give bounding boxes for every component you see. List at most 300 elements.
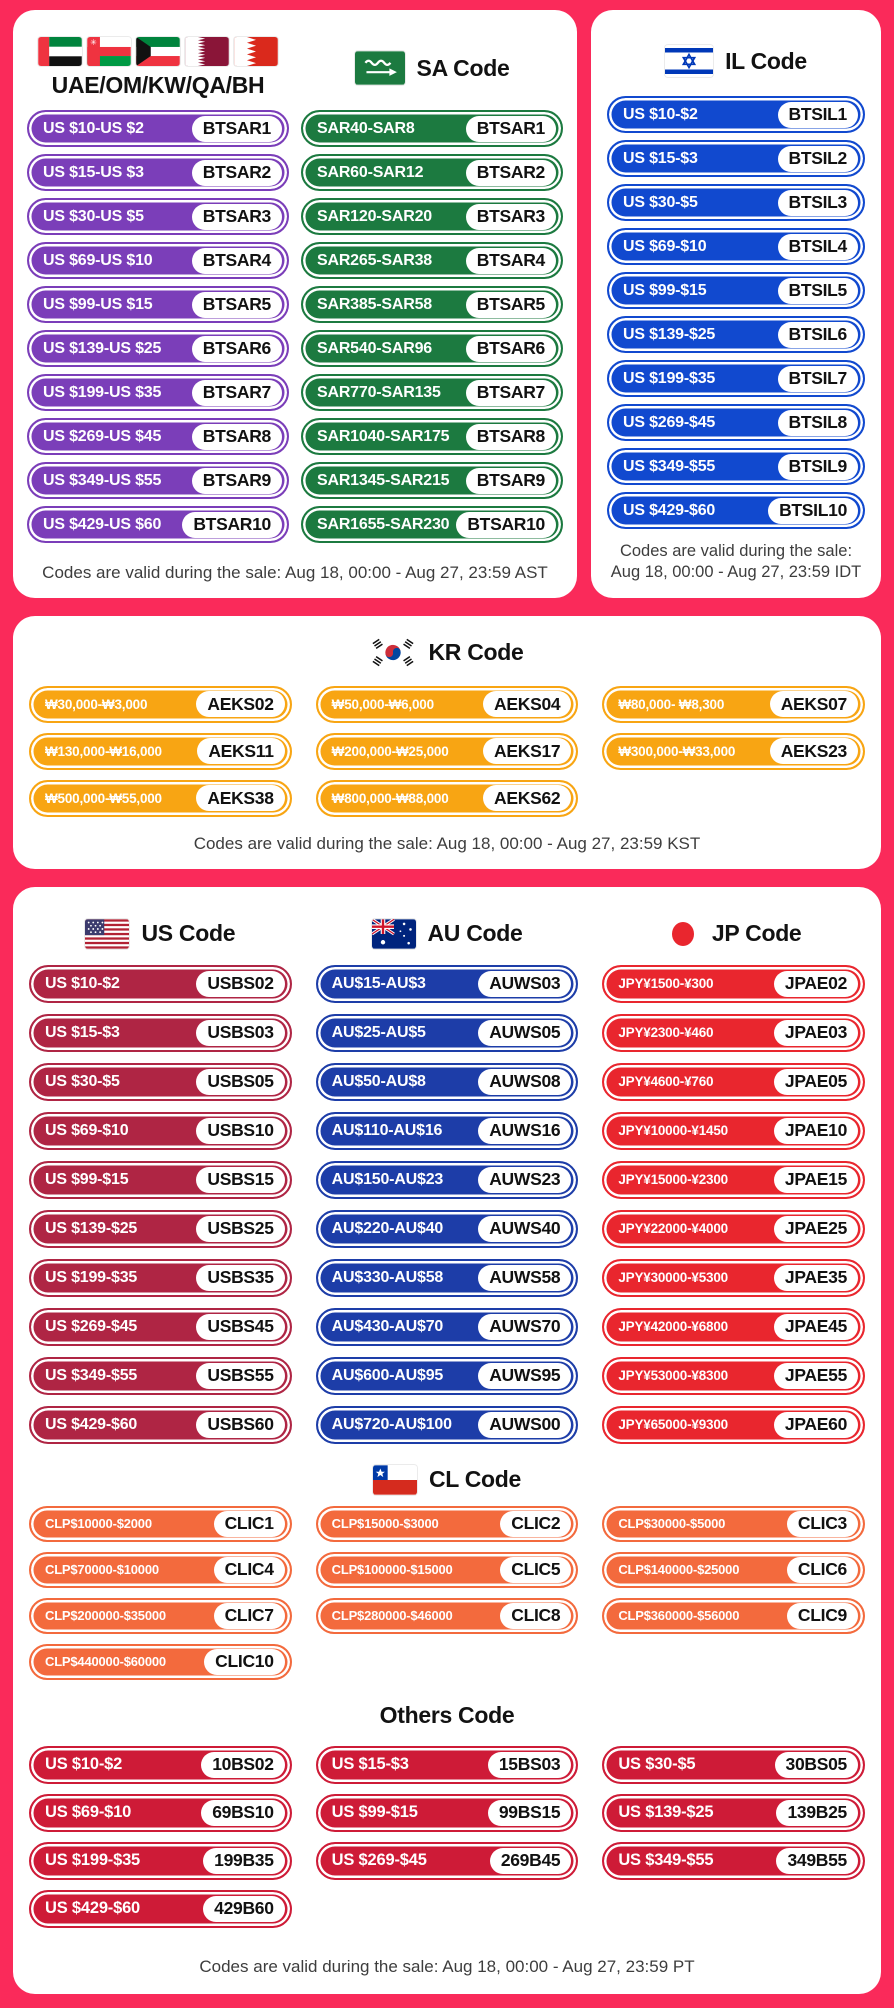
us-column [29, 903, 292, 1444]
coupon-pill[interactable] [27, 286, 289, 323]
coupon-pill[interactable] [602, 1308, 865, 1346]
coupon-pill[interactable] [607, 492, 865, 529]
coupon-range: AU$25-AU$5 [331, 1023, 426, 1041]
coupon-pill[interactable] [602, 1063, 865, 1101]
coupon-range: CLP$70000-$10000 [45, 1562, 159, 1578]
coupon-range: JPY¥2300-¥460 [618, 1025, 714, 1041]
coupon-code: 69BS10 [201, 1800, 284, 1826]
uae-flag-icon [38, 37, 82, 66]
coupon-range: ₩500,000-₩55,000 [45, 790, 162, 806]
jp-flag-icon [666, 919, 700, 949]
oman-flag-icon [87, 37, 131, 66]
coupon-code: CLIC5 [500, 1557, 571, 1583]
coupon-range: US $349-$55 [623, 457, 716, 475]
coupon-range: US $69-$10 [45, 1803, 132, 1822]
coupon-range: US $99-$15 [623, 281, 707, 299]
coupon-code: 15BS03 [488, 1752, 571, 1778]
coupon-pill[interactable] [607, 448, 865, 485]
coupon-code: AUWS23 [478, 1167, 571, 1193]
coupon-pill[interactable] [316, 1357, 579, 1395]
gulf-column [27, 26, 289, 550]
coupon-code: AUWS08 [478, 1069, 571, 1095]
coupon-range: US $10-$2 [45, 1755, 123, 1774]
coupon-pill[interactable] [316, 1406, 579, 1444]
coupon-code: 30BS05 [775, 1752, 858, 1778]
coupon-pill[interactable] [607, 272, 865, 309]
coupon-pill[interactable] [602, 1210, 865, 1248]
coupon-code: 349B55 [776, 1848, 858, 1874]
coupon-code: 199B35 [203, 1848, 285, 1874]
coupon-range: US $99-$15 [331, 1803, 418, 1822]
us-title: US Code [141, 920, 236, 947]
il-validity-line1: Codes are valid during the sale: [619, 542, 853, 560]
coupon-pill[interactable] [316, 1746, 579, 1784]
il-coupon-list [607, 96, 865, 529]
coupon-pill[interactable] [29, 1014, 292, 1052]
coupon-pill[interactable] [27, 110, 289, 147]
coupon-code: BTSAR4 [192, 248, 282, 274]
coupon-pill[interactable] [27, 418, 289, 455]
il-validity [607, 529, 865, 584]
coupon-range: AU$110-AU$16 [331, 1121, 443, 1139]
qatar-flag-icon [185, 37, 229, 66]
coupon-pill[interactable] [301, 198, 563, 235]
coupon-pill[interactable] [29, 1406, 292, 1444]
coupon-range: US $30-$5 [623, 193, 698, 211]
coupon-range: SAR385-SAR58 [317, 295, 432, 313]
coupon-range: US $269-$45 [623, 413, 716, 431]
coupon-code: USBS05 [196, 1069, 284, 1095]
jp-coupon-list [602, 965, 865, 1444]
coupon-pill[interactable] [301, 242, 563, 279]
coupon-code: BTSAR8 [192, 424, 282, 450]
coupon-range: SAR770-SAR135 [317, 383, 441, 401]
coupon-code: CLIC10 [204, 1649, 285, 1675]
au-coupon-list [316, 965, 579, 1444]
coupon-range: US $429-$60 [623, 501, 716, 519]
coupon-code: AUWS03 [478, 971, 571, 997]
il-flag-icon [665, 45, 713, 77]
coupon-pill[interactable] [301, 286, 563, 323]
coupon-range: ₩50,000-₩6,000 [331, 696, 434, 712]
coupon-pill[interactable] [602, 1794, 865, 1832]
coupon-code: CLIC7 [214, 1603, 285, 1629]
coupon-pill[interactable] [29, 1842, 292, 1880]
coupon-range: US $69-US $10 [43, 251, 153, 269]
coupon-pill[interactable] [316, 1210, 579, 1248]
coupon-pill[interactable] [316, 1794, 579, 1832]
cl-header [29, 1454, 865, 1506]
bahrain-flag-icon [234, 37, 278, 66]
coupon-pill[interactable] [29, 780, 292, 817]
coupon-pill[interactable] [29, 1644, 292, 1680]
coupon-range: US $199-$35 [623, 369, 716, 387]
coupon-code: JPAE55 [774, 1363, 858, 1389]
kr-title: KR Code [428, 639, 524, 666]
kr-coupon-grid [29, 686, 865, 817]
kr-flag-icon [370, 637, 416, 668]
coupon-range: US $199-$35 [45, 1268, 138, 1286]
coupon-code: BTSAR5 [192, 292, 282, 318]
coupon-code: AEKS11 [197, 738, 284, 764]
coupon-code: USBS60 [196, 1412, 284, 1438]
coupon-pill[interactable] [316, 1842, 579, 1880]
coupon-pill[interactable] [316, 1063, 579, 1101]
coupon-range: JPY¥65000-¥9300 [618, 1417, 728, 1433]
sa-column [301, 26, 563, 550]
coupon-range: SAR540-SAR96 [317, 339, 432, 357]
coupon-pill[interactable] [602, 686, 865, 723]
coupon-code: USBS03 [196, 1020, 284, 1046]
coupon-code: AUWS05 [478, 1020, 571, 1046]
jp-column [602, 903, 865, 1444]
coupon-code: AUWS00 [478, 1412, 571, 1438]
coupon-range: US $30-US $5 [43, 207, 144, 225]
coupon-range: AU$220-AU$40 [331, 1219, 444, 1237]
cl-flag-icon [373, 1465, 417, 1495]
coupon-code: CLIC8 [500, 1603, 571, 1629]
coupon-range: ₩200,000-₩25,000 [331, 743, 449, 759]
others-header [29, 1690, 865, 1742]
coupon-pill[interactable] [29, 1506, 292, 1542]
cl-title: CL Code [428, 1466, 522, 1493]
coupon-range: US $349-$55 [618, 1851, 714, 1870]
coupon-range: US $10-$2 [623, 105, 698, 123]
coupon-range: SAR1655-SAR230 [317, 515, 450, 533]
coupon-code: BTSIL10 [768, 498, 858, 524]
coupon-range: US $349-$55 [45, 1366, 138, 1384]
coupon-range: US $15-US $3 [43, 163, 144, 181]
coupon-pill[interactable] [607, 96, 865, 133]
coupon-code: BTSAR6 [466, 336, 556, 362]
kr-card [13, 616, 881, 869]
coupon-code: 10BS02 [201, 1752, 284, 1778]
coupon-pill[interactable] [29, 1552, 292, 1588]
coupon-range: US $139-$25 [45, 1219, 138, 1237]
coupon-pill[interactable] [602, 733, 865, 770]
coupon-range: US $349-US $55 [43, 471, 162, 489]
coupon-pill[interactable] [29, 1890, 292, 1928]
coupon-code: BTSAR4 [466, 248, 556, 274]
coupon-pill[interactable] [29, 1112, 292, 1150]
coupon-range: ₩130,000-₩16,000 [45, 743, 162, 759]
svg-text:✳: ✳ [90, 38, 98, 48]
others-coupon-grid [29, 1746, 865, 1928]
coupon-code: JPAE25 [774, 1216, 858, 1242]
coupon-range: JPY¥22000-¥4000 [618, 1221, 728, 1237]
coupon-range: JPY¥10000-¥1450 [618, 1123, 728, 1139]
coupon-pill[interactable] [602, 1746, 865, 1784]
coupon-pill[interactable] [607, 316, 865, 353]
coupon-pill[interactable] [602, 1552, 865, 1588]
coupon-code: USBS55 [196, 1363, 284, 1389]
coupon-range: US $10-$2 [45, 974, 120, 992]
coupon-pill[interactable] [29, 1794, 292, 1832]
coupon-code: BTSAR1 [192, 116, 282, 142]
coupon-pill[interactable] [27, 154, 289, 191]
coupon-pill[interactable] [607, 228, 865, 265]
coupon-pill[interactable] [316, 1598, 579, 1634]
il-card [591, 10, 881, 598]
coupon-pill[interactable] [301, 374, 563, 411]
coupon-pill[interactable] [29, 686, 292, 723]
coupon-pill[interactable] [301, 418, 563, 455]
coupon-code: USBS25 [196, 1216, 284, 1242]
coupon-pill[interactable] [29, 1598, 292, 1634]
coupon-range: SAR60-SAR12 [317, 163, 424, 181]
coupon-code: 269B45 [490, 1848, 572, 1874]
coupon-code: BTSAR8 [466, 424, 556, 450]
coupon-range: US $429-US $60 [43, 515, 162, 533]
coupon-pill[interactable] [316, 780, 579, 817]
coupon-pill[interactable] [602, 1357, 865, 1395]
coupon-pill[interactable] [607, 140, 865, 177]
coupon-pill[interactable] [602, 965, 865, 1003]
coupon-pill[interactable] [27, 242, 289, 279]
coupon-code: BTSAR5 [466, 292, 556, 318]
coupon-pill[interactable] [316, 686, 579, 723]
coupon-pill[interactable] [29, 1746, 292, 1784]
coupon-pill[interactable] [301, 154, 563, 191]
coupon-code: JPAE10 [774, 1118, 858, 1144]
coupon-range: US $30-$5 [618, 1755, 696, 1774]
coupon-range: AU$15-AU$3 [331, 974, 426, 992]
coupon-code: CLIC2 [500, 1511, 571, 1537]
coupon-code: CLIC6 [787, 1557, 858, 1583]
coupon-code: AEKS38 [196, 785, 284, 811]
coupon-pill[interactable] [316, 1259, 579, 1297]
coupon-code: BTSAR1 [466, 116, 556, 142]
coupon-pill[interactable] [602, 1112, 865, 1150]
coupon-range: ₩30,000-₩3,000 [45, 696, 148, 712]
coupon-range: AU$150-AU$23 [331, 1170, 444, 1188]
coupon-range: SAR1345-SAR215 [317, 471, 450, 489]
coupon-range: CLP$15000-$3000 [331, 1516, 439, 1532]
coupon-range: US $429-$60 [45, 1415, 138, 1433]
coupon-range: CLP$30000-$5000 [618, 1516, 726, 1532]
coupon-code: AUWS58 [478, 1265, 571, 1291]
coupon-code: JPAE45 [774, 1314, 858, 1340]
coupon-pill[interactable] [602, 1014, 865, 1052]
coupon-range: JPY¥30000-¥5300 [618, 1270, 728, 1286]
coupon-range: US $15-$3 [623, 149, 698, 167]
coupon-pill[interactable] [316, 1506, 579, 1542]
coupon-pill[interactable] [29, 733, 292, 770]
coupon-code: BTSAR6 [192, 336, 282, 362]
us-flag-icon [85, 919, 129, 949]
coupon-pill[interactable] [29, 1210, 292, 1248]
coupon-range: US $199-US $35 [43, 383, 162, 401]
coupon-code: AEKS17 [483, 738, 571, 764]
coupon-pill[interactable] [27, 506, 289, 543]
coupon-pill[interactable] [607, 184, 865, 221]
coupon-range: US $139-$25 [618, 1803, 714, 1822]
coupon-code: USBS35 [196, 1265, 284, 1291]
coupon-code: CLIC9 [787, 1603, 858, 1629]
coupon-range: SAR120-SAR20 [317, 207, 432, 225]
coupon-range: US $99-US $15 [43, 295, 153, 313]
coupon-pill[interactable] [29, 1259, 292, 1297]
coupon-code: USBS02 [196, 971, 284, 997]
coupon-code: BTSIL4 [778, 234, 859, 260]
coupon-range: SAR265-SAR38 [317, 251, 432, 269]
il-validity-line2: Aug 18, 00:00 - Aug 27, 23:59 IDT [610, 563, 862, 582]
coupon-range: SAR1040-SAR175 [317, 427, 450, 445]
coupon-code: JPAE03 [774, 1020, 858, 1046]
coupon-code: BTSAR3 [192, 204, 282, 230]
au-title: AU Code [427, 920, 523, 947]
coupon-range: CLP$100000-$15000 [331, 1562, 453, 1578]
coupon-pill[interactable] [29, 1357, 292, 1395]
coupon-code: BTSIL5 [778, 278, 859, 304]
coupon-code: AUWS95 [478, 1363, 571, 1389]
coupon-pill[interactable] [602, 1259, 865, 1297]
coupon-pill[interactable] [301, 462, 563, 499]
coupon-code: BTSIL9 [778, 454, 859, 480]
coupon-pill[interactable] [29, 1161, 292, 1199]
coupon-code: BTSAR10 [456, 512, 556, 538]
coupon-range: US $139-US $25 [43, 339, 162, 357]
coupon-code: AEKS07 [770, 691, 858, 717]
coupon-pill[interactable] [316, 1161, 579, 1199]
coupon-range: JPY¥4600-¥760 [618, 1074, 714, 1090]
coupon-code: BTSAR3 [466, 204, 556, 230]
gulf-sa-validity: Codes are valid during the sale: Aug 18, 00:00 - Aug 27, 23:59 AST [42, 562, 548, 582]
kuwait-flag-icon [136, 37, 180, 66]
cl-coupon-grid [29, 1506, 865, 1680]
coupon-range: US $30-$5 [45, 1072, 120, 1090]
coupon-code: BTSIL3 [778, 190, 859, 216]
coupon-range: US $15-$3 [331, 1755, 409, 1774]
coupon-code: BTSAR7 [466, 380, 556, 406]
main-card [13, 887, 881, 1994]
gulf-flags-row [38, 37, 278, 66]
coupon-code: BTSIL7 [778, 366, 859, 392]
coupon-code: AUWS16 [478, 1118, 571, 1144]
coupon-range: US $139-$25 [623, 325, 716, 343]
gulf-title: UAE/OM/KW/QA/BH [51, 72, 265, 98]
coupon-pill[interactable] [602, 1161, 865, 1199]
coupon-pill[interactable] [607, 360, 865, 397]
coupon-pill[interactable] [27, 462, 289, 499]
coupon-pill[interactable] [29, 965, 292, 1003]
coupon-code: JPAE05 [774, 1069, 858, 1095]
au-flag-icon [372, 919, 416, 949]
coupon-code: CLIC1 [214, 1511, 285, 1537]
coupon-pill[interactable] [301, 506, 563, 543]
coupon-range: AU$50-AU$8 [331, 1072, 426, 1090]
coupon-range: CLP$200000-$35000 [45, 1608, 166, 1624]
coupon-code: BTSIL2 [778, 146, 859, 172]
coupon-pill[interactable] [602, 1842, 865, 1880]
coupon-pill[interactable] [316, 1552, 579, 1588]
coupon-range: CLP$440000-$60000 [45, 1654, 166, 1670]
il-title: IL Code [725, 47, 807, 74]
au-column [316, 903, 579, 1444]
coupon-range: US $15-$3 [45, 1023, 120, 1041]
coupon-pill[interactable] [316, 733, 579, 770]
jp-title: JP Code [711, 920, 802, 947]
sa-flag-icon [355, 51, 405, 85]
coupon-code: BTSAR2 [466, 160, 556, 186]
coupon-pill[interactable] [27, 330, 289, 367]
coupon-range: JPY¥53000-¥8300 [618, 1368, 728, 1384]
coupon-pill[interactable] [602, 1406, 865, 1444]
coupon-pill[interactable] [316, 1308, 579, 1346]
coupon-code: 99BS15 [488, 1800, 571, 1826]
coupon-pill[interactable] [602, 1598, 865, 1634]
coupon-code: BTSAR10 [182, 512, 282, 538]
coupon-range: JPY¥15000-¥2300 [618, 1172, 728, 1188]
coupon-code: USBS10 [196, 1118, 284, 1144]
coupon-range: ₩80,000- ₩8,300 [618, 696, 725, 712]
coupon-pill[interactable] [27, 198, 289, 235]
top-cards-row [13, 10, 881, 598]
coupon-range: AU$600-AU$95 [331, 1366, 444, 1384]
coupon-code: AEKS62 [483, 785, 571, 811]
coupon-code: BTSAR9 [192, 468, 282, 494]
coupon-code: AUWS70 [478, 1314, 571, 1340]
coupon-range: JPY¥1500-¥300 [618, 976, 714, 992]
coupon-pill[interactable] [301, 110, 563, 147]
coupon-pill[interactable] [29, 1063, 292, 1101]
coupon-range: ₩800,000-₩88,000 [331, 790, 449, 806]
gulf-coupon-list [27, 110, 289, 543]
coupon-pill[interactable] [301, 330, 563, 367]
coupon-code: AEKS23 [770, 738, 858, 764]
coupon-range: US $269-$45 [45, 1317, 138, 1335]
kr-validity: Codes are valid during the sale: Aug 18, 00:00 - Aug 27, 23:59 KST [193, 833, 701, 853]
coupon-pill[interactable] [316, 1014, 579, 1052]
coupon-range: US $69-$10 [623, 237, 707, 255]
coupon-range: CLP$10000-$2000 [45, 1516, 152, 1532]
coupon-range: ₩300,000-₩33,000 [618, 743, 736, 759]
coupon-code: BTSIL1 [778, 102, 859, 128]
coupon-code: BTSAR9 [466, 468, 556, 494]
coupon-code: CLIC3 [787, 1511, 858, 1537]
coupon-pill[interactable] [27, 374, 289, 411]
coupon-pill[interactable] [29, 1308, 292, 1346]
sa-coupon-list [301, 110, 563, 543]
gulf-sa-card [13, 10, 577, 598]
coupon-range: CLP$280000-$46000 [331, 1608, 453, 1624]
coupon-range: US $69-$10 [45, 1121, 129, 1139]
coupon-code: BTSIL6 [778, 322, 859, 348]
coupon-range: AU$330-AU$58 [331, 1268, 444, 1286]
coupon-pill[interactable] [316, 1112, 579, 1150]
coupon-pill[interactable] [607, 404, 865, 441]
coupon-range: CLP$360000-$56000 [618, 1608, 740, 1624]
main-validity: Codes are valid during the sale: Aug 18, 00:00 - Aug 27, 23:59 PT [199, 1956, 695, 1976]
coupon-code: BTSIL8 [778, 410, 859, 436]
coupon-pill[interactable] [316, 965, 579, 1003]
coupon-range: US $269-$45 [331, 1851, 427, 1870]
us-coupon-list [29, 965, 292, 1444]
coupon-range: JPY¥42000-¥6800 [618, 1319, 728, 1335]
coupon-code: 139B25 [776, 1800, 858, 1826]
coupon-code: USBS15 [196, 1167, 284, 1193]
coupon-code: AEKS04 [483, 691, 571, 717]
coupon-code: CLIC4 [214, 1557, 285, 1583]
coupon-code: AUWS40 [478, 1216, 571, 1242]
coupon-range: SAR40-SAR8 [317, 119, 415, 137]
coupon-pill[interactable] [602, 1506, 865, 1542]
coupon-code: JPAE02 [774, 971, 858, 997]
coupon-code: AEKS02 [196, 691, 284, 717]
coupon-code: 429B60 [203, 1896, 285, 1922]
coupon-code: BTSAR2 [192, 160, 282, 186]
coupon-range: US $269-US $45 [43, 427, 162, 445]
